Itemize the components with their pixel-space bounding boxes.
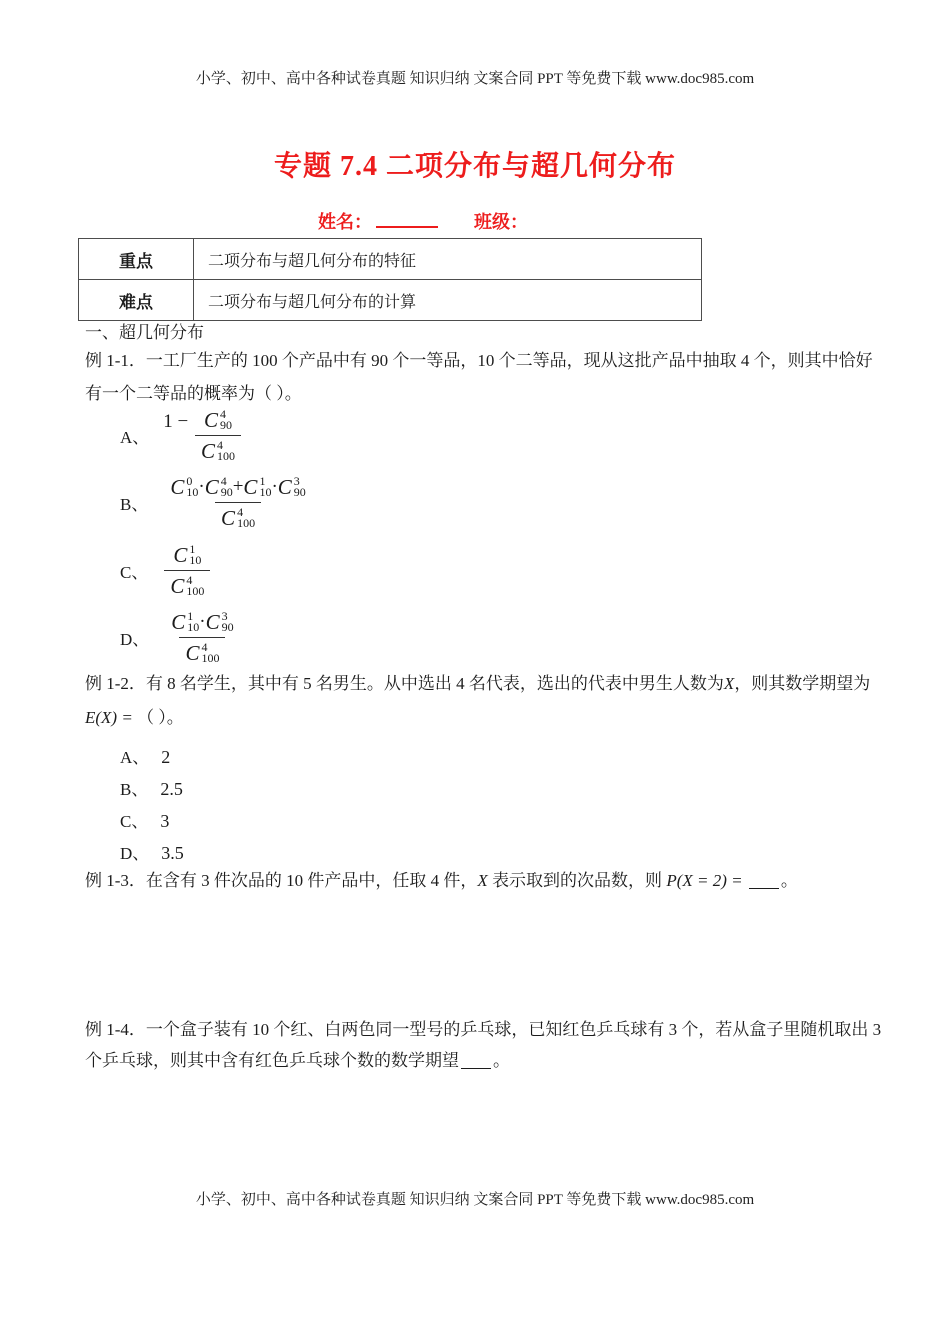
option-row-1-2-b [120,777,183,802]
text-run: 例 1-2．有 8 名学生，其中有 5 名男生。从中选出 4 名代表，选出的代表中男生人数为 [85,674,724,693]
subscript: 100 [186,583,205,598]
text-run: ，则其数学期望为 [734,674,871,693]
combination-symbol: C [205,609,220,634]
comb-scripts [259,473,272,499]
superscript: 4 [217,437,224,452]
subscript: 100 [201,650,220,665]
problem-1-3-line [85,869,798,893]
option-label: C、 [120,812,149,831]
text-run: 个乒乓球，则其中含有红色乒乓球个数的数学期望 [85,1051,459,1070]
problem-1-2-line-1 [85,672,870,696]
option-formula [163,608,241,665]
page-title: 专题 7.4 二项分布与超几何分布 [273,151,676,182]
superscript: 4 [220,473,227,488]
option-value: 3 [160,811,170,831]
answer-blank [749,873,779,889]
combination-symbol: C [185,640,200,665]
text-run: 。 [780,871,798,890]
math-operator: + [232,475,244,497]
option-row-1-2-a [120,745,170,770]
option-value: 2.5 [160,779,183,799]
superscript: 1 [189,541,196,556]
fraction [164,541,210,598]
option-label: B、 [120,780,149,799]
name-blank-line [376,210,438,228]
superscript: 1 [187,608,194,623]
superscript: 4 [201,639,208,654]
fraction [195,406,241,463]
math-operator: · [198,475,205,497]
subscript: 90 [293,484,306,499]
option-label: A、 [120,427,150,447]
binomial-coefficient [171,608,200,634]
superscript: 0 [186,473,193,488]
superscript: 3 [293,473,300,488]
math-operator: · [199,610,206,632]
comb-scripts [220,473,233,499]
math-inline: X [477,871,488,890]
option-label: C、 [120,562,149,582]
section-heading: 一、超几何分布 [85,323,204,342]
class-label: 班级： [474,212,528,232]
comb-scripts [186,473,199,499]
comb-scripts [217,437,236,463]
name-class-line [318,210,528,234]
superscript: 4 [186,572,193,587]
row-key-difficulty: 难点 [79,280,194,321]
subscript: 90 [220,484,233,499]
subscript: 10 [187,619,200,634]
option-formula [162,473,313,530]
subscript: 100 [217,448,236,463]
combination-symbol: C [204,407,219,432]
problem-1-2-line-2 [85,706,184,730]
binomial-coefficient [205,608,234,634]
comb-scripts [237,504,256,530]
math-inline: X [723,674,735,693]
fraction-numerator [167,541,207,570]
option-formula [162,541,212,598]
option-row-1-1-d [120,607,242,667]
problem-1-1-line-1: 例 1-1．一工厂生产的 100 个产品中有 90 个一等品，10 个二等品，现从这批产品中抽取 4 个，则其中恰好 [85,351,873,370]
row-value-difficulty: 二项分布与超几何分布的计算 [194,280,702,321]
option-label: A、 [120,748,150,767]
fraction-denominator [179,637,225,664]
site-footer-text: 小学、初中、高中各种试卷真题 知识归纳 文案合同 PPT 等免费下载 www.doc985.com [195,1192,755,1208]
fraction-denominator [164,570,210,597]
math-inline: E(X) = [85,708,138,727]
fraction [165,608,239,665]
table-row-emphasis [79,239,702,280]
comb-scripts [186,572,205,598]
option-value: 3.5 [161,843,184,863]
subscript: 10 [189,552,202,567]
superscript: 4 [237,504,244,519]
row-key-emphasis: 重点 [79,239,194,280]
option-value: 2 [161,747,171,767]
student-name-label: 姓名： [318,212,372,232]
row-value-emphasis: 二项分布与超几何分布的特征 [194,239,702,280]
binomial-coefficient [243,473,272,499]
fraction-numerator [165,608,239,637]
binomial-coefficient [221,504,256,530]
subscript: 10 [186,484,199,499]
subscript: 90 [221,619,234,634]
option-row-1-1-a [120,405,243,465]
site-header-text: 小学、初中、高中各种试卷真题 知识归纳 文案合同 PPT 等免费下载 www.doc985.com [195,71,755,87]
problem-1-4-line-1: 例 1-4．一个盒子装有 10 个红、白两色同一型号的乒乓球，已知红色乒乓球有 3 个，若从盒子里随机取出 3 [85,1020,882,1039]
fraction-denominator [195,435,241,462]
fraction-denominator [215,502,261,529]
combination-symbol: C [173,542,188,567]
option-row-1-1-c [120,540,212,600]
combination-symbol: C [170,573,185,598]
superscript: 4 [220,406,227,421]
combination-symbol: C [170,474,185,499]
superscript: 3 [221,608,228,623]
comb-scripts [189,541,202,567]
binomial-coefficient [170,572,205,598]
comb-scripts [201,639,220,665]
subscript: 10 [259,484,272,499]
problem-1-4-line-2 [85,1049,510,1073]
comb-scripts [220,406,233,432]
option-row-1-1-b [120,471,314,533]
option-label: B、 [120,494,149,514]
comb-scripts [293,473,306,499]
binomial-coefficient [170,473,199,499]
subscript: 100 [237,515,256,530]
combination-symbol: C [171,609,186,634]
comb-scripts [221,608,234,634]
combination-symbol: C [277,474,292,499]
option-row-1-2-d [120,841,184,866]
combination-symbol: C [221,505,236,530]
fraction-numerator [198,406,238,435]
subscript: 90 [220,417,233,432]
superscript: 1 [259,473,266,488]
binomial-coefficient [185,639,220,665]
math-operator: 1 − [163,410,193,432]
text-run: 表示取到的次品数，则 [487,871,667,890]
binomial-coefficient [204,406,233,432]
combination-symbol: C [204,474,219,499]
combination-symbol: C [243,474,258,499]
binomial-coefficient [204,473,233,499]
fraction [164,473,311,530]
key-points-table [78,238,702,321]
math-inline: P(X = 2) = [666,871,747,890]
table-row-difficulty [79,280,702,321]
option-label: D、 [120,629,150,649]
option-formula [163,406,243,463]
option-label: D、 [120,844,150,863]
text-run: （ ）。 [137,708,184,727]
text-run: 例 1-3．在含有 3 件次品的 10 件产品中，任取 4 件， [85,871,478,890]
option-row-1-2-c [120,809,169,834]
math-operator: · [271,475,278,497]
fraction-numerator [164,473,311,502]
binomial-coefficient [201,437,236,463]
combination-symbol: C [201,438,216,463]
text-run: 。 [493,1051,510,1070]
answer-blank [461,1053,491,1069]
binomial-coefficient [173,541,202,567]
binomial-coefficient [277,473,306,499]
problem-1-1-line-2: 有一个二等品的概率为（ ）。 [85,384,302,403]
comb-scripts [187,608,200,634]
